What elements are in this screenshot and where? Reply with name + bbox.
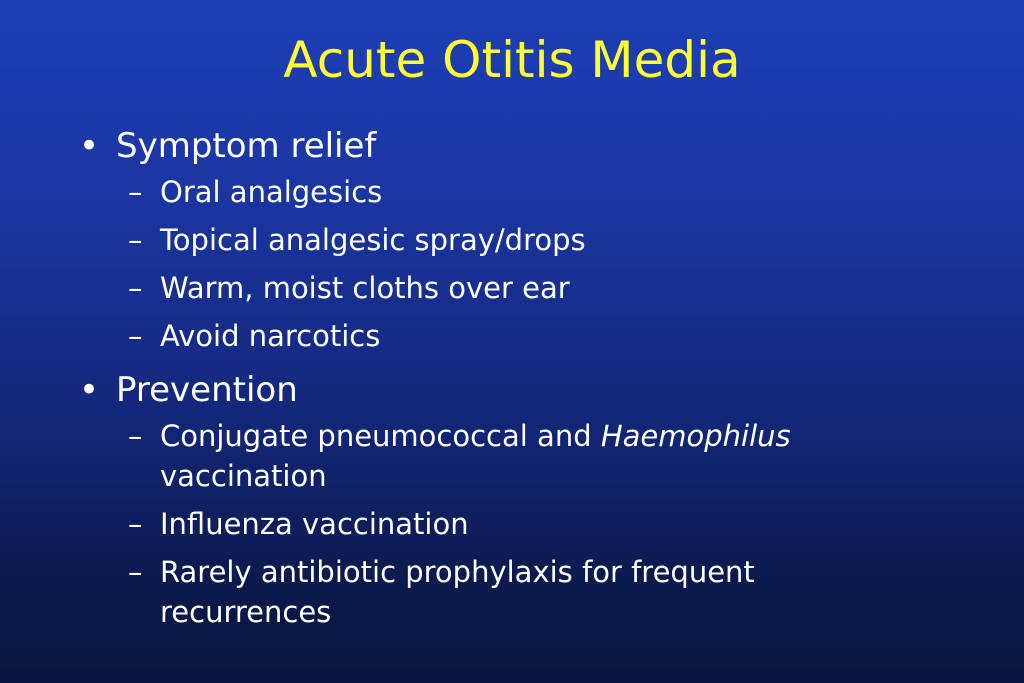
dash-icon: –: [128, 555, 143, 589]
sub-item: [78, 268, 978, 308]
slide-title: Acute Otitis Media: [283, 31, 741, 89]
sub-item-text: Warm, moist cloths over ear: [160, 271, 570, 305]
bullet-icon: •: [78, 370, 100, 410]
sub-item: [78, 172, 978, 212]
sub-item-text-part: Conjugate pneumococcal and: [160, 419, 601, 453]
sub-item-text-part: vaccination: [160, 459, 327, 493]
bullet-list: [78, 120, 978, 640]
bullet-icon: •: [78, 126, 100, 166]
sub-item: [78, 504, 978, 544]
sub-item: [78, 552, 978, 632]
sub-item-text: Influenza vaccination: [160, 507, 469, 541]
dash-icon: –: [128, 271, 143, 305]
bullet-prevention: [78, 364, 978, 632]
bullet-symptom-relief: [78, 120, 978, 356]
sub-item-italic-text: Haemophilus: [600, 419, 791, 453]
sub-item-text: Avoid narcotics: [160, 319, 381, 353]
sub-list: [116, 416, 978, 632]
dash-icon: –: [128, 419, 143, 453]
sub-list: [116, 172, 978, 356]
sub-item-text: Rarely antibiotic prophylaxis for frequent recurrences: [160, 555, 755, 629]
sub-item: [78, 416, 978, 496]
sub-item: [78, 220, 978, 260]
dash-icon: –: [128, 175, 143, 209]
bullet-heading: Symptom relief: [116, 126, 377, 166]
bullet-heading: Prevention: [116, 370, 298, 410]
dash-icon: –: [128, 507, 143, 541]
sub-item: [78, 316, 978, 356]
dash-icon: –: [128, 319, 143, 353]
sub-item-text: Topical analgesic spray/drops: [160, 223, 586, 257]
dash-icon: –: [128, 223, 143, 257]
sub-item-text: Oral analgesics: [160, 175, 383, 209]
